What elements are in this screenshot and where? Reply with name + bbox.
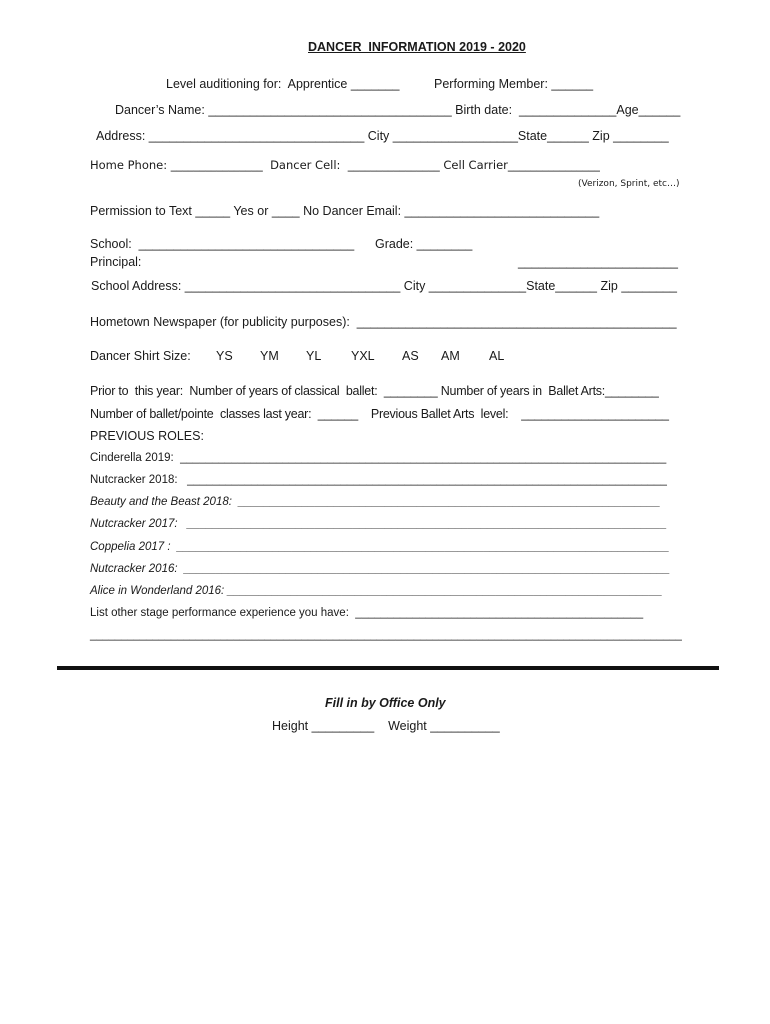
form-title: DANCER INFORMATION 2019 - 2020 [308, 40, 526, 54]
height-weight-line[interactable]: Height _________ Weight __________ [272, 719, 500, 733]
previous-roles-heading: PREVIOUS ROLES: [90, 429, 204, 443]
phone-line[interactable]: Home Phone: ________________ Dancer Cell: ________________ Cell Carrier________________ [90, 158, 600, 172]
other-experience-blank[interactable]: _______________________________________________________________________________________________ [90, 629, 682, 641]
newspaper-line[interactable]: Hometown Newspaper (for publicity purposes): ______________________________________________ [90, 315, 677, 329]
school-grade-line[interactable]: School: _______________________________ Grade: ________ [90, 237, 473, 251]
role-alice-in-wonderland-2016[interactable]: Alice in Wonderland 2016: ____________________________________________________________________ [90, 585, 663, 597]
level-auditioning-field[interactable]: Level auditioning for: Apprentice _______ [166, 77, 400, 91]
role-coppelia-2017[interactable]: Coppelia 2017 : _____________________________________________________________________________ [90, 541, 670, 553]
prior-years-line[interactable]: Prior to this year: Number of years of classical ballet: ________ Number of years in Ballet Arts:________ [90, 384, 659, 398]
role-cinderella-2019[interactable]: Cinderella 2019: ____________________________________________________________________________ [90, 452, 667, 464]
school-address-line[interactable]: School Address: _______________________________ City ______________State______ Zip ________ [91, 279, 677, 293]
role-nutcracker-2018[interactable]: Nutcracker 2018: ___________________________________________________________________________ [90, 474, 667, 486]
performing-member-field[interactable]: Performing Member: ______ [434, 77, 594, 91]
classes-level-line[interactable]: Number of ballet/pointe classes last year: ______ Previous Ballet Arts level: ______________________ [90, 407, 669, 421]
role-nutcracker-2017[interactable]: Nutcracker 2017: ___________________________________________________________________________ [90, 518, 667, 530]
other-experience-line[interactable]: List other stage performance experience you have: _____________________________________________ [90, 607, 644, 619]
office-only-heading: Fill in by Office Only [325, 696, 446, 710]
dancer-name-line[interactable]: Dancer’s Name: ___________________________________ Birth date: ______________Age______ [115, 103, 681, 117]
principal-label: Principal: [90, 255, 142, 269]
shirt-size-option[interactable]: AS [402, 349, 419, 363]
shirt-size-option[interactable]: YM [260, 349, 279, 363]
address-line[interactable]: Address: _______________________________ City __________________State______ Zip ________ [96, 129, 669, 143]
role-beauty-and-the-beast-2018[interactable]: Beauty and the Beast 2018: __________________________________________________________________ [90, 496, 661, 508]
shirt-size-option[interactable]: YXL [351, 349, 375, 363]
role-nutcracker-2016[interactable]: Nutcracker 2016: ____________________________________________________________________________ [90, 563, 671, 575]
shirt-size-option[interactable]: YL [306, 349, 322, 363]
shirt-size-option[interactable]: YS [216, 349, 233, 363]
shirt-size-option[interactable]: AM [441, 349, 460, 363]
carrier-note: (Verizon, Sprint, etc…) [578, 179, 680, 189]
shirt-size-label: Dancer Shirt Size: [90, 349, 191, 363]
section-divider [57, 666, 719, 670]
principal-field[interactable]: _______________________ [518, 255, 678, 269]
shirt-size-option[interactable]: AL [489, 349, 505, 363]
permission-email-line[interactable]: Permission to Text _____ Yes or ____ No Dancer Email: ____________________________ [90, 204, 600, 218]
